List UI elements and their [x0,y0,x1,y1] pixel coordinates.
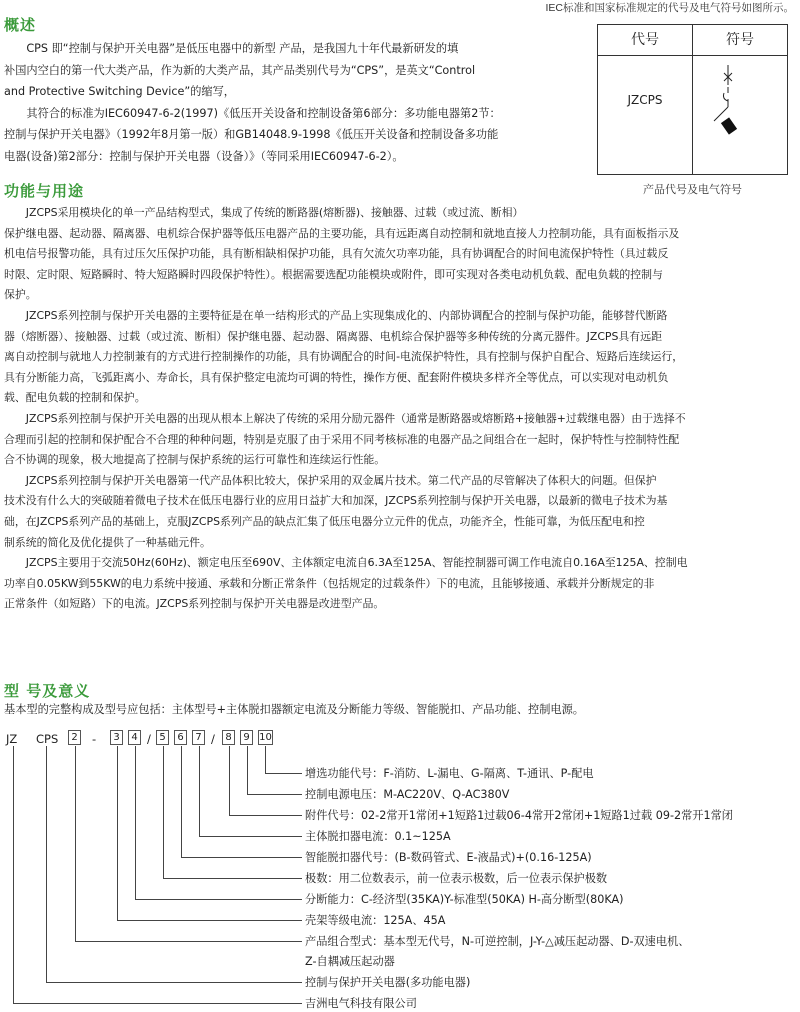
table-divider [692,55,693,174]
function-line: 器（熔断器）、接触器、过载（或过流、断相）保护继电器、起动器、隔离器、电机综合保护器等多种传统的分离元器件。JZCPS具有远距 [4,329,662,343]
connector-line [229,815,302,816]
top-note: IEC标准和国家标准规定的代号及电气符号如图所示。 [545,2,794,14]
connector-line [199,746,200,836]
connector-line [117,746,118,920]
function-line: 时限、定时限、短路瞬时、特大短路瞬时四段保护特性）。根据需要选配功能模块或附件，即可实现对各类电动机负载、配电负载的控制与 [4,267,663,281]
desc-product-class: 控制与保护开关电器(多功能电器) [305,976,471,989]
connector-line [75,941,302,942]
code-cps: CPS [36,732,59,746]
desc-company: 吉洲电气科技有限公司 [305,997,417,1010]
desc-release-current: 主体脱扣器电流：0.1~125A [305,830,451,843]
symbol-table [597,24,788,175]
model-heading: 型 号及意义 [4,682,91,700]
connector-line [46,746,47,982]
connector-line [247,794,302,795]
connector-line [181,857,302,858]
function-line: 技术没有什么大的突破随着微电子技术在低压电器行业的应用日益扩大和加深，JZCPS系列控制与保护开关电器，以最新的微电子技术为基 [4,494,668,508]
code-separator: / [211,732,215,746]
connector-line [265,746,266,773]
function-text [4,203,687,615]
code-separator: - [92,732,97,746]
desc-combination-type: 产品组合型式：基本型无代号，N-可逆控制，J-Y-△减压起动器、D-双速电机、 [305,935,690,948]
function-line: 功率自0.05KW到55KW的电力系统中接通、承载和分断正常条件（包括规定的过载条件）下的电流，且能够接通、承载并分断规定的非 [4,576,655,590]
overview-line: and Protective Switching Device”的缩写， [4,85,235,98]
overview-line: CPS 即“控制与保护开关电器”是低压电器中的新型 产品，是我国九十年代最新研发的填 [4,42,459,55]
function-line: 保护继电器、起动器、隔离器、电机综合保护器等低压电器产品的主要功能，具有远距离自动控制和就地直接人力控制功能，具有面板指示及 [4,226,680,240]
desc-accessory-code: 附件代号：02-2常开1常闭+1短路1过载06-4常开2常闭+1短路1过载 09-2常开1常闭 [305,809,733,822]
code-box: 8 [222,730,235,745]
desc-poles: 极数：用二位数表示，前一位表示极数，后一位表示保护极数 [305,872,608,885]
model-intro: 基本型的完整构成及型号应包括：主体型号+主体脱扣器额定电流及分断能力等级、智能脱扣、产品功能、控制电源。 [4,703,584,716]
overview-line: 电器(设备)第2部分：控制与保护开关电器（设备）》（等同采用IEC60947-6-2）。 [4,149,404,163]
function-line: 础，在JZCPS系列产品的基础上，克服JZCPS系列产品的缺点汇集了低压电器分立元件的优点，功能齐全，性能可靠，为低压配电和控 [4,514,645,528]
connector-line [13,746,14,1003]
symbol-caption: 产品代号及电气符号 [643,183,742,196]
desc-breaking-capacity: 分断能力：C-经济型(35KA)Y-标准型(50KA) H-高分断型(80KA) [305,893,624,906]
overview-text [4,38,594,167]
function-line: JZCPS系列控制与保护开关电器第一代产品体积比较大，保护采用的双金属片技术。第二代产品的尽管解决了体积大的问题。但保护 [4,473,657,487]
connector-line [46,982,302,983]
desc-combination-type-cont: Z-自耦减压起动器 [305,955,395,968]
code-box: 9 [240,730,253,745]
overview-line: 补国内空白的第一代大类产品，作为新的大类产品，其产品类别代号为“CPS”，是英文“Control [4,63,476,77]
connector-line [117,920,302,921]
electrical-symbol-icon [708,63,748,163]
code-box: 5 [156,730,169,745]
function-line: JZCPS采用模块化的单一产品结构型式，集成了传统的断路器(熔断器)、接触器、过载（或过流、断相） [4,206,524,219]
function-line: 机电信号报警功能，具有过压欠压保护功能，具有断相缺相保护功能，具有欠流欠功率功能，具有协调配合的时间电流保护特性（具过载反 [4,247,669,261]
code-box: 6 [174,730,187,745]
desc-optional-function: 增选功能代号：F-消防、L-漏电、G-隔离、T-通讯、P-配电 [305,767,594,780]
connector-line [135,746,136,899]
function-line: 合理而引起的控制和保护配合不合理的种种问题，特别是克服了由于采用不同考核标准的电器产品之间组合在一起时，保护特性与控制特性配 [4,432,680,446]
connector-line [135,899,302,900]
overview-heading: 概述 [4,16,37,34]
function-line: 正常条件（如短路）下的电流。JZCPS系列控制与保护开关电器是改进型产品。 [4,597,385,611]
connector-line [247,746,248,794]
code-box: 2 [68,730,81,745]
overview-line: 控制与保护开关电器》（1992年8月第一版）和GB14048.9-1998《低压开关设备和控制设备多功能 [4,128,499,141]
connector-line [163,878,302,879]
code-box: 10 [259,732,272,743]
code-separator: / [147,732,151,746]
function-line: 离自动控制与就地人力控制兼有的方式进行控制操作的功能，具有协调配合的时间-电流保护特性，具有控制与保护自配合、短路后连续运行， [4,350,684,364]
function-line: JZCPS系列控制与保护开关电器的出现从根本上解决了传统的采用分励元器件（通常是断路器或熔断路+接触器+过载继电器）由于选择不 [4,411,686,425]
code-box: 4 [128,730,141,745]
desc-frame-current: 壳架等级电流：125A、45A [305,914,446,927]
function-line: JZCPS主要用于交流50Hz(60Hz)、额定电压至690V、主体额定电流自6.3A至125A、智能控制器可调工作电流自0.16A至125A、控制电 [4,556,688,570]
connector-line [75,746,76,941]
connector-line [265,773,302,774]
desc-smart-release: 智能脱扣器代号：(B-数码管式、E-液晶式)+(0.16-125A) [305,851,592,864]
function-line: 制系统的简化及优化提供了一种基础元件。 [4,535,211,549]
header-symbol: 符号 [726,32,754,48]
product-code: JZCPS [627,93,663,107]
code-prefix: JZ [6,732,18,746]
overview-line: 其符合的标准为IEC60947-6-2(1997)《低压开关设备和控制设备第6部分：多功能电器第2节： [4,106,501,120]
connector-line [163,746,164,878]
connector-line [199,836,302,837]
connector-line [13,1003,302,1004]
symbol-table-header [598,25,787,56]
code-box: 3 [110,730,123,745]
code-box: 7 [192,730,205,745]
function-heading: 功能与用途 [4,182,85,200]
function-line: 保护。 [4,288,37,302]
function-line: 载、配电负载的控制和保护。 [4,391,146,405]
connector-line [229,746,230,815]
function-line: 具有分断能力高，飞弧距离小、寿命长，具有保护整定电流均可调的特性，操作方便、配套附件模块多样齐全等优点，可以实现对电动机负 [4,370,669,384]
desc-control-voltage: 控制电源电压：M-AC220V、Q-AC380V [305,788,510,801]
function-line: JZCPS系列控制与保护开关电器的主要特征是在单一结构形式的产品上实现集成化的、内部协调配合的控制与保护功能，能够替代断路 [4,308,668,322]
function-line: 合不协调的现象，极大地提高了控制与保护系统的运行可靠性和连续运行性能。 [4,453,386,467]
connector-line [181,746,182,857]
header-code: 代号 [598,25,693,55]
